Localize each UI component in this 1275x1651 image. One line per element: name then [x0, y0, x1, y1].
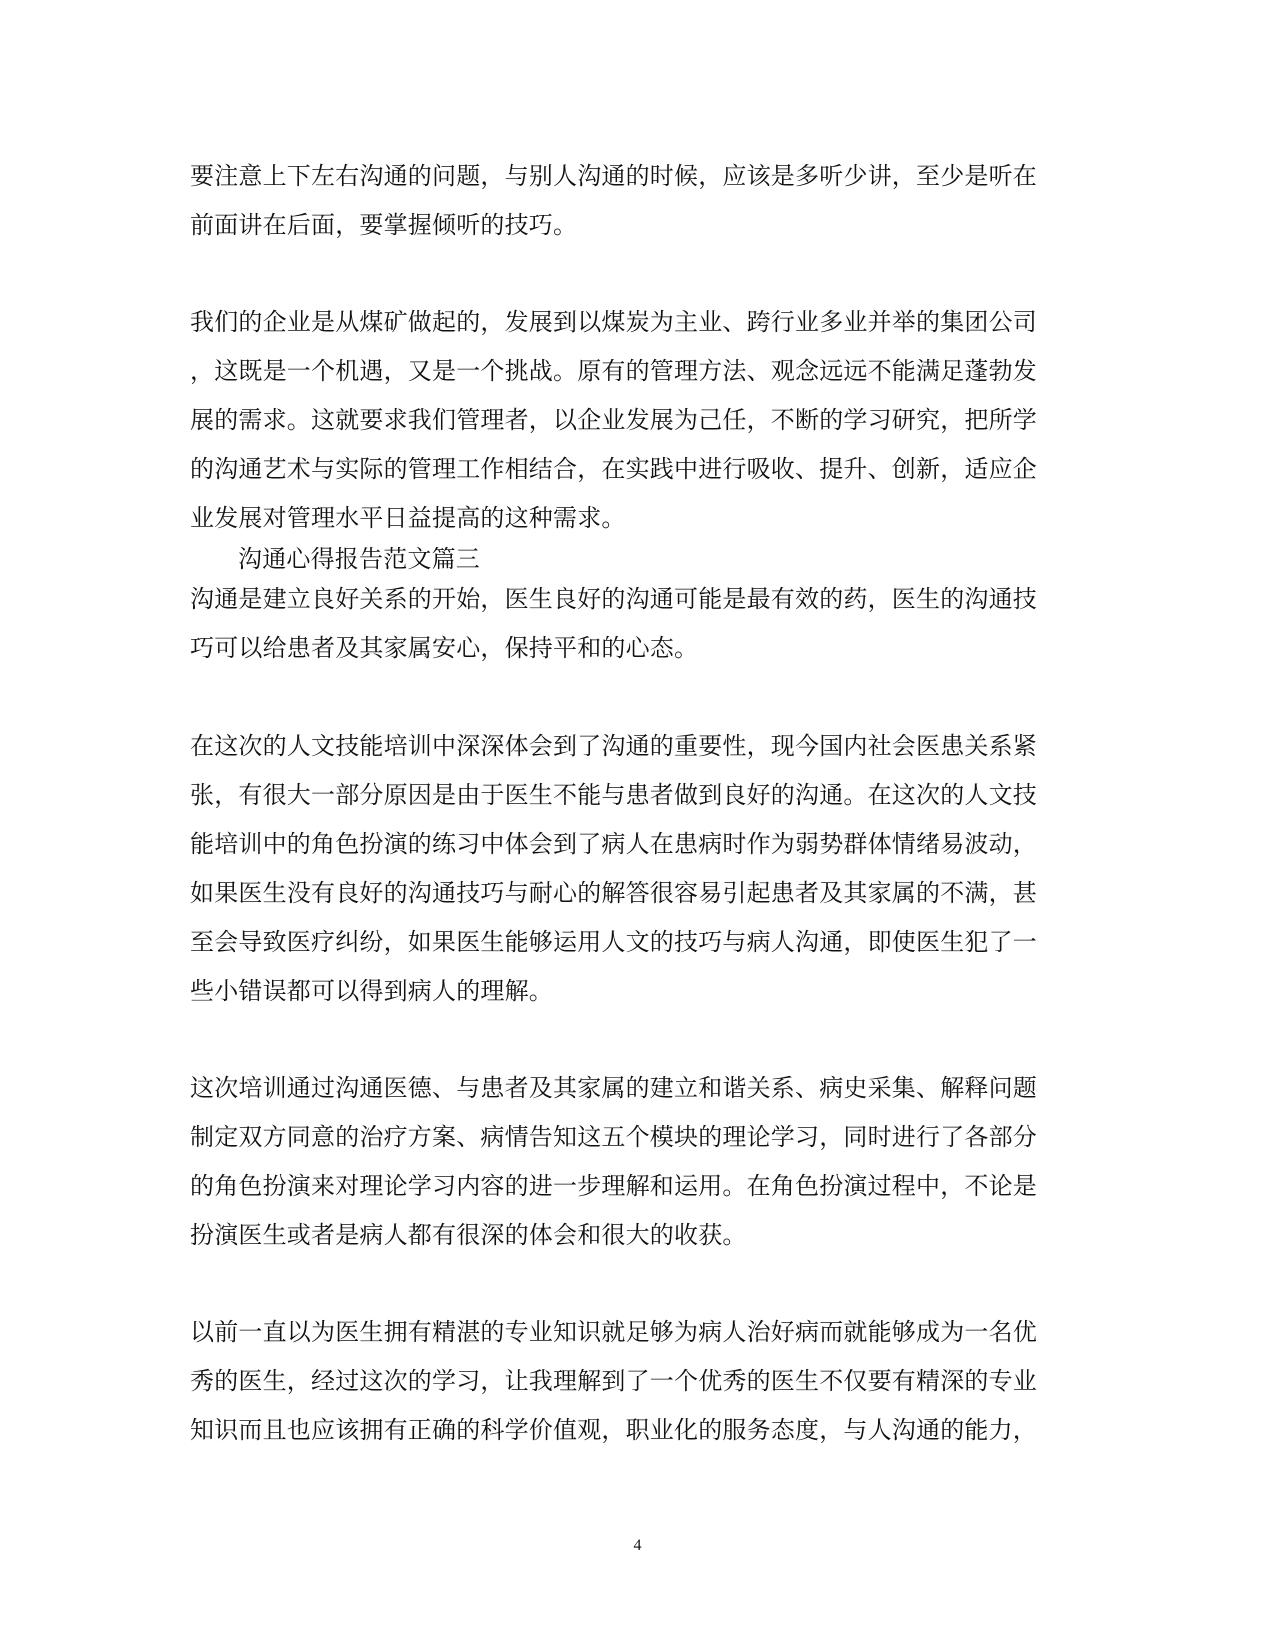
paragraph-4-line-2: 张，有很大一部分原因是由于医生不能与患者做到良好的沟通。在这次的人文技 [190, 781, 1037, 809]
paragraph-3-line-1: 沟通是建立良好关系的开始，医生良好的沟通可能是最有效的药，医生的沟通技 [190, 585, 1037, 613]
page-number: 4 [633, 1537, 642, 1554]
paragraph-5-line-3: 的角色扮演来对理论学习内容的进一步理解和运用。在角色扮演过程中，不论是 [190, 1172, 1037, 1200]
paragraph-6-line-2: 秀的医生，经过这次的学习，让我理解到了一个优秀的医生不仅要有精深的专业 [190, 1367, 1037, 1395]
paragraph-2-line-1: 我们的企业是从煤矿做起的，发展到以煤炭为主业、跨行业多业并举的集团公司 [190, 308, 1037, 336]
paragraph-2-line-5: 业发展对管理水平日益提高的这种需求。 [190, 504, 626, 532]
paragraph-4-line-1: 在这次的人文技能培训中深深体会到了沟通的重要性，现今国内社会医患关系紧 [190, 732, 1037, 760]
paragraph-4-line-4: 如果医生没有良好的沟通技巧与耐心的解答很容易引起患者及其家属的不满，甚 [190, 879, 1037, 907]
paragraph-5-line-1: 这次培训通过沟通医德、与患者及其家属的建立和谐关系、病史采集、解释问题 [190, 1074, 1037, 1102]
paragraph-2-line-3: 展的需求。这就要求我们管理者，以企业发展为己任，不断的学习研究，把所学 [190, 406, 1037, 434]
paragraph-6-line-1: 以前一直以为医生拥有精湛的专业知识就足够为病人治好病而就能够成为一名优 [190, 1318, 1037, 1346]
paragraph-2-line-2: ，这既是一个机遇，又是一个挑战。原有的管理方法、观念远远不能满足蓬勃发 [190, 357, 1037, 385]
paragraph-4-line-6: 些小错误都可以得到病人的理解。 [190, 977, 553, 1005]
paragraph-1-line-2: 前面讲在后面，要掌握倾听的技巧。 [190, 211, 578, 239]
paragraph-5-line-2: 制定双方同意的治疗方案、病情告知这五个模块的理论学习，同时进行了各部分 [190, 1123, 1037, 1151]
paragraph-3-line-2: 巧可以给患者及其家属安心，保持平和的心态。 [190, 634, 699, 662]
paragraph-6-line-3: 知识而且也应该拥有正确的科学价值观，职业化的服务态度，与人沟通的能力， [190, 1416, 1037, 1444]
paragraph-4-line-3: 能培训中的角色扮演的练习中体会到了病人在患病时作为弱势群体情绪易波动， [190, 830, 1037, 858]
paragraph-1-line-1: 要注意上下左右沟通的问题，与别人沟通的时候，应该是多听少讲，至少是听在 [190, 162, 1037, 190]
paragraph-5-line-4: 扮演医生或者是病人都有很深的体会和很大的收获。 [190, 1221, 747, 1249]
paragraph-2-line-4: 的沟通艺术与实际的管理工作相结合，在实践中进行吸收、提升、创新，适应企 [190, 455, 1037, 483]
paragraph-4-line-5: 至会导致医疗纠纷，如果医生能够运用人文的技巧与病人沟通，即使医生犯了一 [190, 928, 1037, 956]
section-heading: 沟通心得报告范文篇三 [238, 545, 480, 573]
